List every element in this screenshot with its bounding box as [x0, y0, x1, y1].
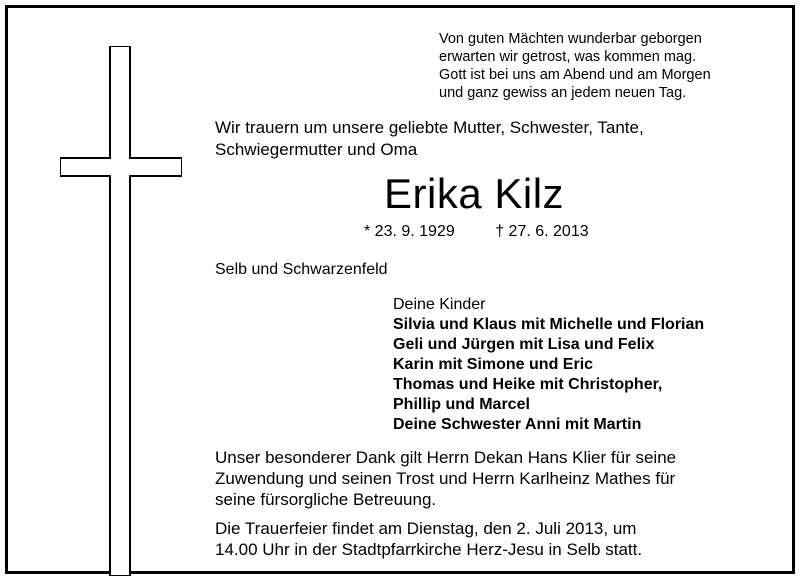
- verse-quote: [439, 30, 789, 102]
- thanks-line: seine fürsorgliche Betreuung.: [215, 490, 437, 509]
- life-dates: [364, 222, 624, 242]
- death-date: † 27. 6. 2013: [495, 223, 589, 240]
- thanks-line: Zuwendung und seinen Trost und Herrn Karlheinz Mathes für: [215, 469, 676, 488]
- place-of-residence: Selb und Schwarzenfeld: [215, 261, 388, 278]
- mourners-list: [393, 295, 793, 435]
- mourner-line: Karin mit Simone und Eric: [393, 356, 594, 373]
- obituary-notice: [5, 5, 795, 574]
- funeral-line: Die Trauerfeier findet am Dienstag, den 2. Juli 2013, um: [215, 519, 637, 538]
- acknowledgement: [215, 447, 785, 510]
- mourner-line: Geli und Jürgen mit Lisa und Felix: [393, 336, 655, 353]
- mourner-line: Silvia und Klaus mit Michelle und Florian: [393, 316, 705, 333]
- verse-line: Von guten Mächten wunderbar geborgen: [439, 31, 702, 47]
- mourners-heading: Deine Kinder: [393, 296, 486, 313]
- mourner-line: Thomas und Heike mit Christopher,: [393, 376, 663, 393]
- verse-line: Gott ist bei uns am Abend und am Morgen: [439, 67, 711, 83]
- mourner-line: Phillip und Marcel: [393, 396, 530, 413]
- mourning-intro: [215, 117, 775, 161]
- thanks-line: Unser besonderer Dank gilt Herrn Dekan Hans Klier für seine: [215, 448, 677, 467]
- mourner-line: Deine Schwester Anni mit Martin: [393, 416, 642, 433]
- verse-line: und ganz gewiss an jedem neuen Tag.: [439, 85, 687, 101]
- birth-date: * 23. 9. 1929: [364, 223, 455, 240]
- intro-line: Schwiegermutter und Oma: [215, 140, 418, 159]
- intro-line: Wir trauern um unsere geliebte Mutter, Schwester, Tante,: [215, 118, 644, 137]
- funeral-info: [215, 518, 785, 560]
- cross-icon: [60, 46, 182, 576]
- funeral-line: 14.00 Uhr in der Stadtpfarrkirche Herz-Jesu in Selb statt.: [215, 540, 643, 559]
- deceased-name: Erika Kilz: [384, 170, 565, 217]
- verse-line: erwarten wir getrost, was kommen mag.: [439, 49, 697, 65]
